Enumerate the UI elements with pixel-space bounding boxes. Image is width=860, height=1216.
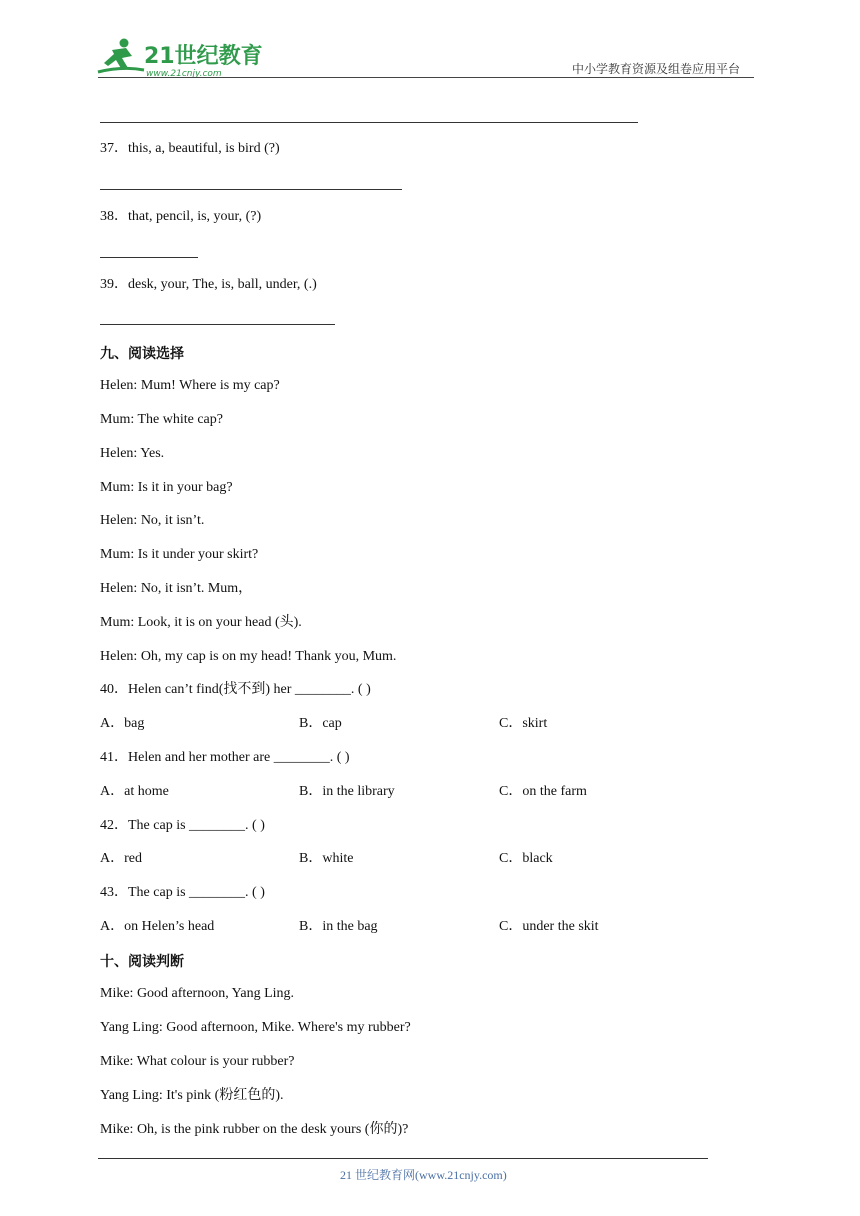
dialogue-line: Yang Ling: It's pink (粉红色的). xyxy=(100,1088,284,1103)
option-42-b[interactable]: B．white xyxy=(299,851,354,866)
question-38: 38．that, pencil, is, your, (?) xyxy=(100,209,262,224)
dialogue-line: Mike: Good afternoon, Yang Ling. xyxy=(100,986,295,1001)
answer-blank-39[interactable] xyxy=(100,324,335,325)
runner-logo-icon xyxy=(92,36,272,80)
option-42-c[interactable]: C．black xyxy=(499,851,553,866)
dialogue-line: Helen: Mum! Where is my cap? xyxy=(100,378,280,393)
option-43-b[interactable]: B．in the bag xyxy=(299,919,378,934)
dialogue-line: Mum: Is it in your bag? xyxy=(100,480,233,495)
dialogue-line: Helen: No, it isn’t. xyxy=(100,513,205,528)
dialogue-line: Mum: The white cap? xyxy=(100,412,223,427)
answer-blank-36[interactable] xyxy=(100,122,638,123)
answer-blank-38[interactable] xyxy=(100,257,198,258)
logo-text: 21世纪教育 xyxy=(144,44,263,69)
site-logo xyxy=(92,36,272,80)
option-40-b[interactable]: B．cap xyxy=(299,716,342,731)
header-platform-text: 中小学教育资源及组卷应用平台 xyxy=(572,62,741,76)
option-43-c[interactable]: C．under the skit xyxy=(499,919,599,934)
question-39: 39．desk, your, The, is, ball, under, (.) xyxy=(100,277,317,292)
question-40: 40．Helen can’t find(找不到) her ________. ( ) xyxy=(100,682,371,697)
answer-blank-37[interactable] xyxy=(100,189,402,190)
question-37: 37．this, a, beautiful, is bird (?) xyxy=(100,141,280,156)
option-41-c[interactable]: C．on the farm xyxy=(499,784,587,799)
section-10-title: 十、阅读判断 xyxy=(100,954,184,970)
header-divider xyxy=(98,77,754,78)
dialogue-line: Helen: Oh, my cap is on my head! Thank you, Mum. xyxy=(100,649,397,664)
option-40-c[interactable]: C．skirt xyxy=(499,716,548,731)
footer-divider xyxy=(98,1158,708,1159)
question-43: 43．The cap is ________. ( ) xyxy=(100,885,265,900)
option-42-a[interactable]: A．red xyxy=(100,851,142,866)
question-41: 41．Helen and her mother are ________. ( ) xyxy=(100,750,350,765)
dialogue-line: Helen: Yes. xyxy=(100,446,165,461)
dialogue-line: Mum: Look, it is on your head (头). xyxy=(100,615,302,630)
logo-url: www.21cnjy.com xyxy=(146,69,222,79)
footer-text[interactable]: 21 世纪教育网(www.21cnjy.com) xyxy=(340,1168,507,1182)
dialogue-line: Yang Ling: Good afternoon, Mike. Where's my rubber? xyxy=(100,1020,411,1035)
question-42: 42．The cap is ________. ( ) xyxy=(100,818,265,833)
dialogue-line: Mike: What colour is your rubber? xyxy=(100,1054,295,1069)
dialogue-line: Mum: Is it under your skirt? xyxy=(100,547,259,562)
dialogue-line: Helen: No, it isn’t. Mum， xyxy=(100,581,253,596)
option-41-a[interactable]: A．at home xyxy=(100,784,169,799)
option-40-a[interactable]: A．bag xyxy=(100,716,145,731)
section-9-title: 九、阅读选择 xyxy=(100,346,184,362)
option-41-b[interactable]: B．in the library xyxy=(299,784,395,799)
option-43-a[interactable]: A．on Helen’s head xyxy=(100,919,215,934)
dialogue-line: Mike: Oh, is the pink rubber on the desk yours (你的)? xyxy=(100,1122,409,1137)
